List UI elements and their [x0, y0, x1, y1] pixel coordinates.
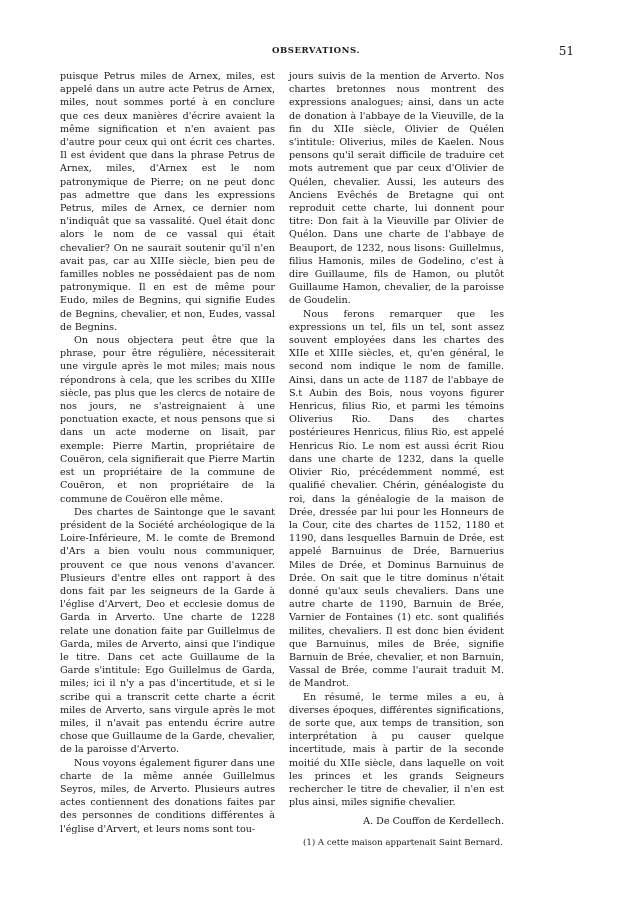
- left-column: [60, 70, 275, 836]
- paragraph: Des chartes de Saintonge que le savant président de la Société archéologique de la Loire-Inférieure, M. le comte de Bremond d'Ars a bien voulu nous communiquer, prouvent ce que nous venons d'avancer. Plusieurs d'entre elles ont rapport à des dons fait par les seigneurs de la Garde à l'église d'Arvert, Deo et ecclesie domus de Garda in Arverto. Une charte de 1228 relate une donation faite par Guillelmus de Garda, miles de Arverto, ainsi que l'indique le titre. Dans cet acte Guillaume de la Garde s'intitule: Ego Guillelmus de Garda, miles; ici il n'y a pas d'incertitude, et si le scribe qui a transcrit cette charte a écrit miles de Arverto, sans virgule après le mot miles, il n'avait pas entendu écrire autre chose que Guillaume de la Garde, chevalier, de la paroisse d'Arverto.: [60, 506, 275, 756]
- footnote-separator: [289, 829, 504, 837]
- page-header: [58, 46, 574, 62]
- paragraph: Nous voyons également figurer dans une charte de la même année Guillelmus Seyros, miles, de Arverto. Plusieurs autres actes contiennent des donations faites par des personnes de conditions différentes à l'église d'Arvert, et leurs noms sont tou-: [60, 757, 275, 835]
- running-title: OBSERVATIONS.: [271, 46, 361, 56]
- paragraph: jours suivis de la mention de Arverto. Nos chartes bretonnes nous montrent des expressions analogues; ainsi, dans un acte de donation à l'abbaye de la Vieuville, de la fin du XIIe siècle, Olivier de Quélen s'intitule: Oliverius, miles de Kaelen. Nous pensons qu'il serait difficile de traduire cet mots autrement que par ceux d'Olivier de Quélen, chevalier. Aussi, les auteurs des Anciens Evêchés de Bretagne qui ont reproduit cette charte, lui donnent pour titre: Don fait à la Vieuville par Olivier de Quélon. Dans une charte de l'abbaye de Beauport, de 1232, nous lisons: Guillelmus, filius Hamonis, miles de Godelino, c'est à dire Guillaume, fils de Hamon, ou plutôt Guillaume Hamon, chevalier, de la paroisse de Goudelin.: [289, 71, 504, 307]
- paragraph: Nous ferons remarquer que les expressions un tel, fils un tel, sont assez souvent employées dans les chartes des XIIe et XIIIe siècles, et, qu'en général, le second nom indique le nom de famille. Ainsi, dans un acte de 1187 de l'abbaye de S.t Aubin des Bois, nous voyons figurer Henricus, filius Rio, et parmi les témoins Oliverius Rio. Dans des chartes postérieures Henricus, filius Rio, est appelé Henricus Rio. Le nom est aussi écrit Riou dans une charte de 1232, dans la quelle Olivier Rio, précédemment nommé, est qualifié chevalier. Chérin, généalogiste du roi, dans la généalogie de la maison de Drée, dressée par lui pour les Honneurs de la Cour, cite des chartes de 1152, 1180 et 1190, dans lesquelles Barnuin de Drée, est appelé Barnuinus de Drée, Barnuerius Miles de Drée, et Dominus Barnuinus de Drée. On sait que le titre dominus n'était donné qu'aux seuls chevaliers. Dans une autre charte de 1190, Barnuin de Brée, Varnier de Fontaines (1) etc. sont qualifiés milites, chevaliers. Il est donc bien évident que Barnuinus, miles de Brée, signifie Barnuin de Brée, chevalier, et non Barnuin, Vassal de Brée, comme l'aurait traduit M. de Mandrot.: [289, 308, 504, 690]
- page-number: 51: [558, 44, 574, 58]
- paragraph: puisque Petrus miles de Arnex, miles, est appelé dans un autre acte Petrus de Arnex, miles, nout sommes porté à en conclure que ces deux manières d'écrire avaient la même signification et n'en avaient pas d'autre pour ceux qui ont écrit ces chartes. Il est évident que dans la phrase Petrus de Arnex, miles, d'Arnex est le nom patronymique de Pierre; on ne peut donc pas admettre que dans les expressions Petrus, miles de Arnex, ce dernier nom n'indiquât que sa vassalité. Quel était donc alors le nom de ce vassal qui était chevalier? On ne saurait soutenir qu'il n'en avait pas, car au XIIIe siècle, bien peu de familles nobles ne possédaient pas de nom patronymique. Il en est de même pour Eudo, miles de Begnins, qui signifie Eudes de Begnins, chevalier, et non, Eudes, vassal de Begnins.: [60, 71, 275, 333]
- right-column: [289, 70, 504, 849]
- footnote: (1) A cette maison appartenait Saint Bernard.: [303, 837, 503, 848]
- paragraph: On nous objectera peut être que la phrase, pour être régulière, nécessiterait une virgule après le mot miles; mais nous répondrons à cela, que les scribes du XIIIe siècle, pas plus que les clercs de notaire de nos jours, ne s'astreignaient à une ponctuation exacte, et nous pensons que si dans un acte moderne on lisait, par exemple: Pierre Martin, propriétaire de Couëron, cela signifierait que Pierre Martin est un propriétaire de la commune de Couëron, et non propriétaire de la commune de Couëron elle même.: [60, 335, 275, 505]
- author-signature: A. De Couffon de Kerdellech.: [363, 816, 504, 828]
- paragraph: En résumé, le terme miles a eu, à diverses époques, différentes significations, de sorte que, aux temps de transition, son interprétation à pu causer quelque incertitude, mais à partir de la seconde moitié du XIIe siècle, dans laquelle on voit les princes et les grands Seigneurs rechercher le titre de chevalier, il n'en est plus ainsi, miles signifie chevalier.: [289, 691, 504, 809]
